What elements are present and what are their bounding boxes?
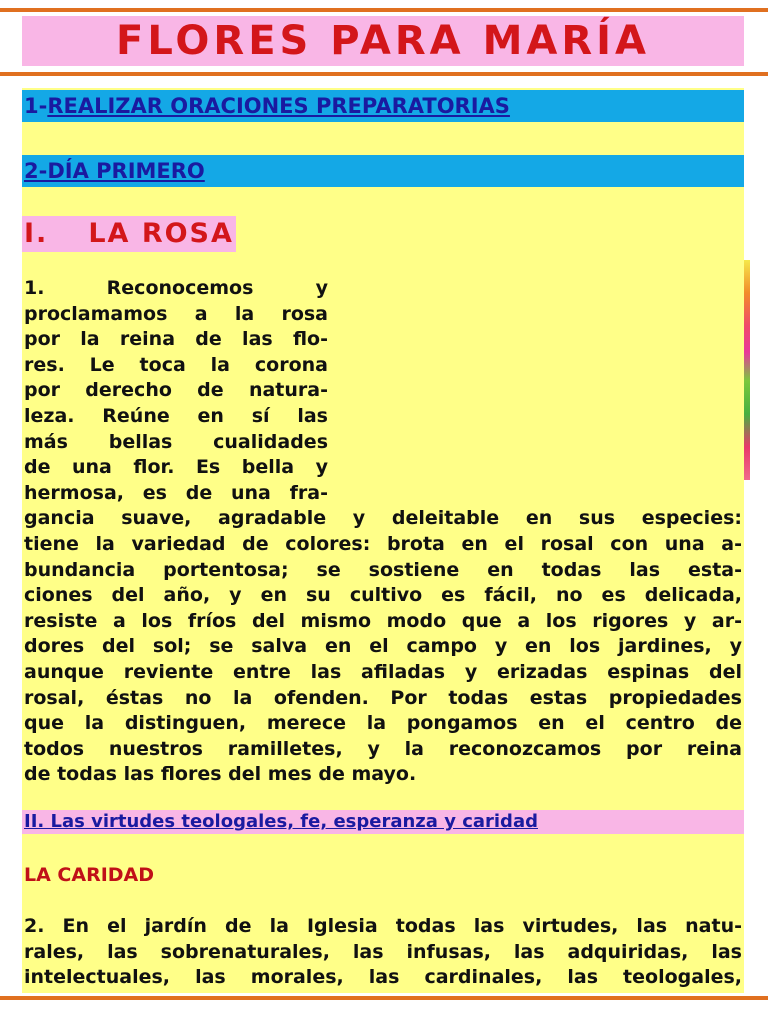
virtues-heading-bar[interactable] — [22, 810, 744, 834]
rose-heading — [22, 216, 236, 252]
paragraph-1-line: hermosa, es de una fra- — [24, 481, 328, 504]
content-panel — [22, 88, 744, 993]
paragraph-1-line: proclamamos a la rosa — [24, 302, 328, 325]
paragraph-1-line: dores del sol; se salva en el campo y en los jardines, y — [24, 635, 742, 658]
paragraph-2 — [24, 914, 742, 991]
charity-heading — [24, 864, 154, 886]
page-title: FLORES PARA MARÍA — [116, 18, 650, 64]
paragraph-1-line: de todas las flores del mes de mayo. — [24, 763, 417, 786]
charity-heading-text: LA CARIDAD — [24, 864, 155, 886]
step1-link[interactable]: REALIZAR ORACIONES PREPARATORIAS — [47, 94, 510, 118]
virtues-heading-link[interactable]: II. Las virtudes teologales, fe, esperanza y caridad — [24, 811, 538, 832]
paragraph-1-line: gancia suave, agradable y deleitable en sus especies: — [24, 507, 742, 530]
paragraph-1-line: bundancia portentosa; se sostiene en todas las esta- — [24, 558, 742, 581]
paragraph-2-line: intelectuales, las morales, las cardinales, las teologales, — [24, 966, 742, 989]
step2-bar[interactable] — [22, 155, 744, 187]
paragraph-1-line: leza. Reúne en sí las — [24, 404, 328, 427]
paragraph-1-line: que la distinguen, merece la pongamos en el centro de — [24, 712, 742, 735]
paragraph-1-line: resiste a los fríos del mismo modo que a los rigores y ar- — [24, 609, 742, 632]
flower-image-edge — [744, 260, 750, 480]
title-banner — [22, 16, 744, 66]
paragraph-1-line: ciones del año, y en su cultivo es fácil, no es delicada, — [24, 584, 742, 607]
paragraph-1-line: 1. Reconocemos y — [24, 277, 328, 299]
paragraph-1-line: tiene la variedad de colores: brota en el rosal con una a- — [24, 532, 742, 555]
step1-bar[interactable] — [22, 90, 744, 122]
paragraph-1 — [24, 276, 742, 788]
paragraph-1-line: por la reina de las flo- — [24, 328, 328, 351]
paragraph-1-line: rosal, éstas no la ofenden. Por todas estas propiedades — [24, 686, 742, 709]
top-rule — [0, 8, 768, 12]
paragraph-1-line: res. Le toca la corona — [24, 353, 328, 376]
paragraph-1-line: de una flor. Es bella y — [24, 456, 328, 479]
paragraph-1-line: todos nuestros ramilletes, y la reconozcamos por reina — [24, 737, 742, 760]
bottom-rule — [0, 996, 768, 1000]
paragraph-1-line: por derecho de natura- — [24, 379, 328, 402]
title-bottom-rule — [0, 72, 768, 76]
paragraph-2-line: rales, las sobrenaturales, las infusas, las adquiridas, las — [24, 940, 742, 963]
paragraph-1-line: más bellas cualidades — [24, 430, 328, 453]
rose-heading-text: LA ROSA — [88, 218, 234, 249]
rose-heading-numeral: I. — [24, 218, 49, 249]
step1-number: 1- — [24, 94, 48, 118]
paragraph-1-line: aunque reviente entre las afiladas y erizadas espinas del — [24, 660, 742, 683]
step2-link[interactable]: 2-DÍA PRIMERO — [24, 159, 205, 183]
paragraph-2-line: 2. En el jardín de la Iglesia todas las virtudes, las natu- — [24, 915, 742, 937]
